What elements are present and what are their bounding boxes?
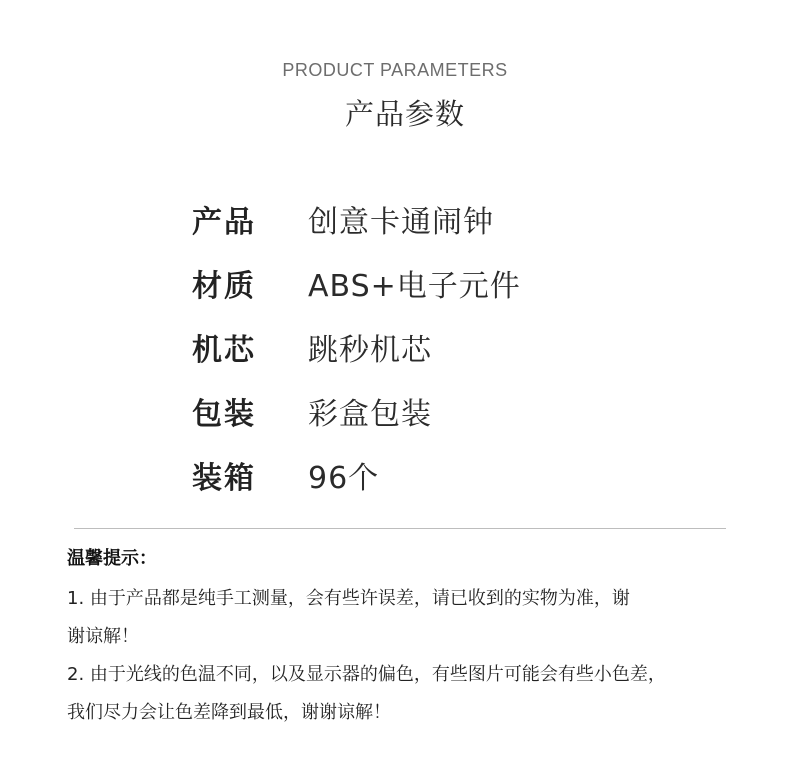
section-title-chinese: 产品参数 (344, 97, 465, 131)
parameters-table (192, 187, 521, 507)
param-value: 跳秒机芯 (308, 333, 432, 368)
param-value: 创意卡通闹钟 (308, 205, 494, 240)
param-value: ABS+电子元件 (308, 269, 521, 304)
param-value: 彩盒包装 (308, 397, 432, 432)
section-title-english: PRODUCT PARAMETERS (282, 60, 508, 80)
param-row-material (192, 251, 521, 315)
param-label: 包装 (192, 397, 256, 432)
param-row-carton (192, 443, 521, 507)
param-row-movement (192, 315, 521, 379)
divider (74, 528, 726, 529)
param-label: 产品 (192, 205, 256, 240)
param-value: 96个 (308, 461, 380, 496)
param-label: 机芯 (192, 333, 256, 368)
note-line: 谢谅解！ (67, 626, 139, 647)
param-label: 材质 (192, 269, 256, 304)
notes-heading: 温馨提示： (67, 548, 157, 569)
param-row-product (192, 187, 521, 251)
param-label: 装箱 (192, 461, 256, 496)
note-line: 我们尽力会让色差降到最低，谢谢谅解！ (67, 702, 391, 723)
notes-section (67, 542, 757, 732)
note-line: 2. 由于光线的色温不同，以及显示器的偏色，有些图片可能会有些小色差， (67, 664, 666, 685)
param-row-packaging (192, 379, 521, 443)
note-line: 1. 由于产品都是纯手工测量，会有些许误差，请已收到的实物为准，谢 (67, 588, 630, 609)
